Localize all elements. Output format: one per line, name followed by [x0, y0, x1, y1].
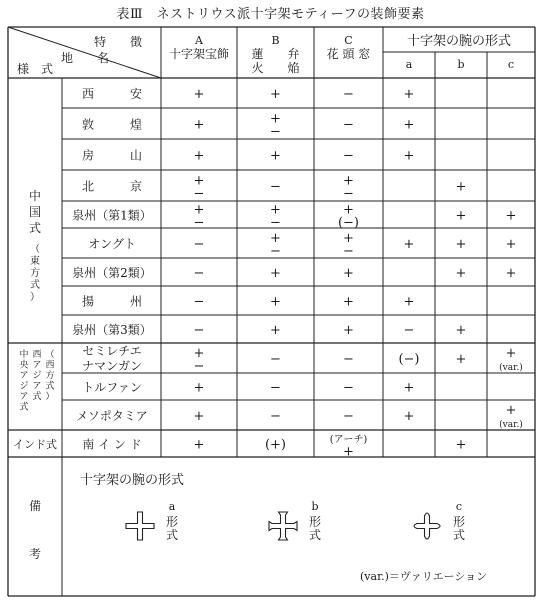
row-place: トルファン: [82, 380, 142, 395]
cell-b: −: [270, 409, 281, 424]
cell-a-2: −: [193, 359, 205, 374]
col-c-label: 花 頭 窓: [326, 47, 371, 61]
style-india: インド式: [13, 438, 57, 451]
cross-icon: [126, 512, 154, 540]
cell-a: −: [193, 294, 205, 310]
vertical-char: ）: [30, 292, 40, 303]
vertical-char: ア: [19, 392, 29, 402]
vertical-char: ア: [32, 360, 42, 371]
cell-arm-c: +: [505, 346, 517, 361]
vertical-char: （: [30, 244, 40, 255]
vertical-char: 式: [452, 528, 466, 542]
cell-arm-a: +: [403, 294, 415, 310]
cell-b: −: [270, 179, 281, 195]
col-b-label-1: 蓮 弁: [251, 47, 300, 61]
cell-arm-b: +: [455, 437, 467, 453]
row-place: 南 イ ン ド: [82, 437, 142, 452]
col-b-label-2: 火 焔: [251, 61, 300, 75]
corner-style-label: 様 式: [16, 62, 54, 76]
arm-form-label: 十字架の腕の形式: [406, 34, 512, 49]
vertical-char: 西: [32, 350, 42, 360]
cell-arm-c: +: [505, 237, 517, 252]
cell-arm-c: +: [505, 403, 517, 418]
vertical-char: 方: [45, 371, 55, 381]
vertical-char: 式: [19, 402, 29, 413]
table-texts: [13, 33, 523, 583]
cell-b: (+): [264, 437, 287, 453]
col-b-letter: B: [271, 34, 280, 47]
cross-icon: [414, 513, 440, 539]
cell-arm-c-note: (var.): [499, 420, 523, 430]
cell-a: −: [193, 323, 205, 338]
vertical-char: 国: [28, 205, 42, 219]
cell-b: +: [270, 294, 281, 310]
cell-arm-a: +: [403, 87, 415, 102]
cell-c: −: [343, 87, 354, 102]
cell-c: +: [343, 266, 354, 281]
cell-arm-a: +: [403, 237, 415, 252]
row-place: 泉州（第3類）: [72, 323, 152, 337]
vertical-char: 式: [308, 528, 322, 542]
cross-form-word: [309, 515, 321, 542]
corner-place-label: 地 名: [60, 51, 110, 65]
vertical-char: 形: [452, 515, 466, 529]
cell-c-2: −: [343, 244, 354, 259]
vertical-char: 式: [28, 221, 42, 235]
cross-form-b: [269, 512, 297, 540]
row-place: 泉州（第1類）: [72, 208, 152, 223]
cell-a-1: +: [193, 202, 205, 218]
row-place-1: セミレチエ: [82, 344, 142, 358]
cell-a: +: [193, 409, 205, 424]
vertical-char: 西: [45, 360, 55, 371]
cell-a: +: [193, 117, 205, 133]
cell-c: +: [343, 294, 354, 310]
cell-c: +: [343, 323, 354, 338]
style-china-main: [29, 188, 41, 235]
vertical-char: （: [45, 350, 55, 360]
arm-c-label: c: [507, 58, 515, 71]
variation-note: (var.)＝ヴァリエーション: [360, 570, 488, 583]
cell-b: −: [270, 380, 281, 396]
cell-a: −: [193, 237, 205, 252]
cell-b: +: [270, 148, 281, 164]
cell-arm-c: +: [505, 266, 517, 281]
cell-arm-c: +: [505, 208, 517, 224]
vertical-char: ア: [32, 381, 42, 392]
cell-b-2: −: [270, 124, 281, 140]
cell-a: +: [193, 437, 205, 453]
cross-form-letter: b: [311, 500, 319, 513]
remarks-heading: 十字架の腕の形式: [80, 473, 185, 488]
remarks-label-1: [29, 498, 41, 513]
cell-a-1: +: [193, 173, 205, 189]
vertical-char: 式: [30, 280, 40, 291]
cell-arm-b: +: [455, 208, 467, 224]
cross-form-word: [166, 515, 178, 542]
style-west-asia: [32, 349, 41, 402]
vertical-char: 備: [28, 499, 42, 513]
arm-a-label: a: [405, 58, 413, 71]
cell-c-2: (−): [337, 215, 360, 231]
col-a-label: 十字架宝飾: [168, 47, 230, 61]
cell-c-2: −: [343, 186, 354, 202]
cell-c: −: [343, 148, 354, 164]
vertical-char: ジ: [32, 371, 42, 381]
cell-b: +: [270, 87, 281, 102]
cell-arm-a: +: [403, 409, 415, 424]
cell-a-1: +: [193, 346, 205, 361]
vertical-char: 方: [30, 268, 40, 279]
cross-form-c: [414, 513, 440, 539]
vertical-char: 中: [19, 350, 29, 360]
style-west-sub: [45, 349, 54, 402]
cell-a: +: [193, 148, 205, 164]
vertical-char: ）: [45, 392, 55, 402]
cell-c-1: +: [343, 202, 354, 218]
cell-c-2: +: [343, 444, 354, 460]
vertical-char: 央: [19, 360, 29, 371]
cell-c: −: [343, 409, 354, 424]
cell-a: +: [193, 380, 205, 396]
style-central-asia: [19, 348, 28, 413]
cell-c-1: +: [343, 231, 354, 246]
vertical-char: 式: [45, 381, 55, 392]
arm-b-label: b: [457, 58, 465, 71]
table-title: 表Ⅲ ネストリウス派十字架モティーフの装飾要素: [116, 7, 425, 22]
cell-arm-a: −: [403, 323, 415, 338]
cell-a: +: [193, 87, 205, 102]
cell-c-1: +: [343, 173, 354, 189]
corner-feature-label: 特 徴: [93, 35, 143, 49]
cell-c-1: (アーチ): [329, 434, 368, 446]
vertical-char: ジ: [19, 381, 29, 392]
cell-arm-a: +: [403, 380, 415, 396]
cell-arm-c-note: (var.): [499, 363, 523, 373]
cross-form-a: [126, 512, 154, 540]
vertical-char: 中: [28, 189, 42, 203]
cell-b-2: −: [270, 244, 281, 259]
vertical-char: 形: [165, 515, 179, 529]
cell-c: −: [343, 352, 354, 367]
row-place: 敦 煌: [81, 117, 143, 132]
cross-form-letter: c: [455, 500, 463, 513]
vertical-char: 東: [30, 256, 40, 267]
row-place: メソポタミア: [76, 409, 148, 423]
cell-b-2: −: [270, 215, 281, 231]
row-place: 房 山: [81, 148, 143, 163]
cell-a-2: −: [193, 215, 205, 231]
style-china-sub: [30, 243, 40, 303]
cell-b-1: +: [270, 231, 281, 246]
row-place: 北 京: [81, 179, 143, 194]
row-place: 揚 州: [81, 294, 143, 309]
vertical-char: 式: [165, 528, 179, 542]
cell-c: −: [343, 117, 354, 133]
cell-arm-b: +: [455, 266, 467, 281]
cell-arm-b: +: [455, 237, 467, 252]
cell-b: −: [270, 352, 281, 367]
cell-b-1: +: [270, 111, 281, 127]
col-c-letter: C: [344, 34, 353, 47]
cell-arm-a: +: [403, 117, 415, 133]
cell-a-2: −: [193, 186, 205, 202]
row-place: 泉州（第2類）: [72, 266, 152, 280]
remarks-label-2: [29, 546, 41, 561]
cell-arm-b: +: [455, 323, 467, 338]
cross-form-letter: a: [168, 500, 176, 513]
vertical-char: ア: [19, 371, 29, 381]
cell-arm-a: +: [403, 148, 415, 164]
vertical-char: 形: [308, 515, 322, 529]
cell-b: +: [270, 323, 281, 338]
vertical-char: 式: [32, 392, 42, 402]
cell-a: −: [193, 266, 205, 281]
vertical-char: 考: [28, 547, 42, 561]
cell-arm-b: +: [455, 352, 467, 367]
row-place-2: ナマンガン: [81, 359, 143, 373]
cross-form-word: [453, 515, 465, 542]
cell-b: +: [270, 266, 281, 281]
row-place: 西 安: [81, 87, 143, 101]
cell-arm-b: +: [455, 179, 467, 195]
col-a-letter: A: [195, 34, 203, 47]
cell-b-1: +: [270, 202, 281, 218]
row-place: オングト: [88, 237, 136, 251]
cell-c: −: [343, 380, 354, 396]
cross-icon: [269, 512, 297, 540]
cell-arm-a: (−): [398, 352, 420, 367]
